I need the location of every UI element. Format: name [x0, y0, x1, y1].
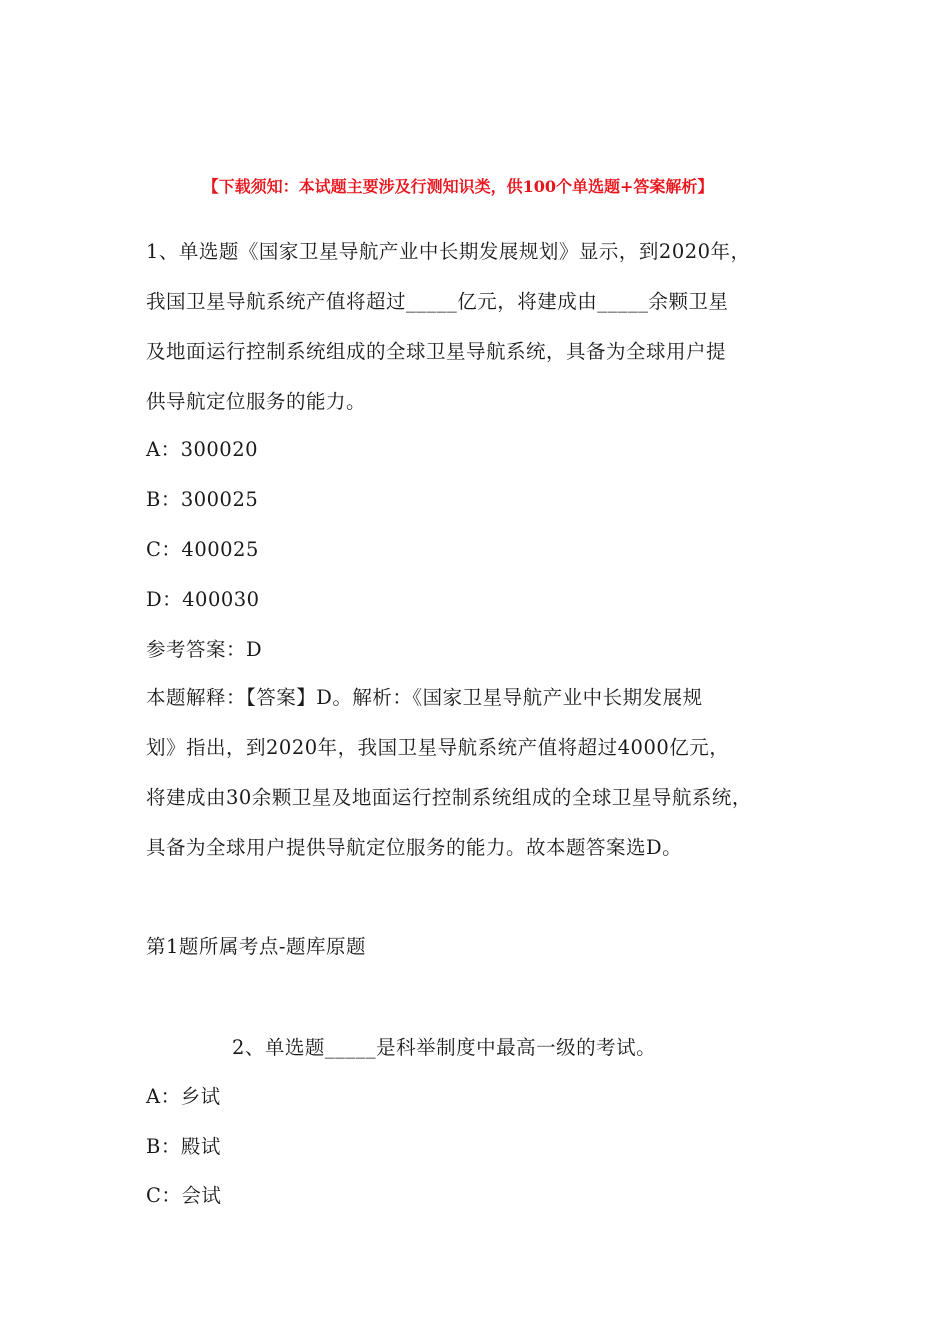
explanation-line: 本题解释：【答案】D。解析：《国家卫星导航产业中长期发展规 [146, 686, 703, 709]
question-2-option-c: C：会试 [146, 1184, 222, 1207]
question-1-stem-line: 1、单选题《国家卫星导航产业中长期发展规划》显示，到2020年， [146, 240, 751, 263]
download-notice: 【下载须知：本试题主要涉及行测知识类，供100个单选题+答案解析】 [202, 177, 714, 196]
question-1-stem-line: 供导航定位服务的能力。 [146, 390, 367, 413]
question-1-stem-line: 我国卫星导航系统产值将超过_____亿元，将建成由_____余颗卫星 [146, 290, 729, 313]
question-1-option-d: D：400030 [146, 588, 260, 611]
question-2-option-b: B：殿试 [146, 1135, 221, 1158]
question-2-stem: 2、单选题_____是科举制度中最高一级的考试。 [232, 1036, 657, 1059]
question-1-explanation [146, 673, 826, 873]
explanation-line: 划》指出，到2020年，我国卫星导航系统产值将超过4000亿元， [146, 736, 730, 759]
question-1-stem [146, 227, 826, 427]
explanation-line: 将建成由30余颗卫星及地面运行控制系统组成的全球卫星导航系统， [146, 786, 752, 809]
explanation-line: 具备为全球用户提供导航定位服务的能力。故本题答案选D。 [146, 836, 683, 859]
question-1-option-b: B：300025 [146, 488, 259, 511]
question-1-answer: 参考答案：D [146, 638, 263, 661]
question-2-option-a: A：乡试 [146, 1085, 221, 1108]
question-1-option-c: C：400025 [146, 538, 259, 561]
question-1-option-a: A：300020 [146, 438, 259, 461]
question-1-knowledge-point: 第1题所属考点-题库原题 [146, 935, 366, 958]
question-1-stem-line: 及地面运行控制系统组成的全球卫星导航系统，具备为全球用户提 [146, 340, 727, 363]
